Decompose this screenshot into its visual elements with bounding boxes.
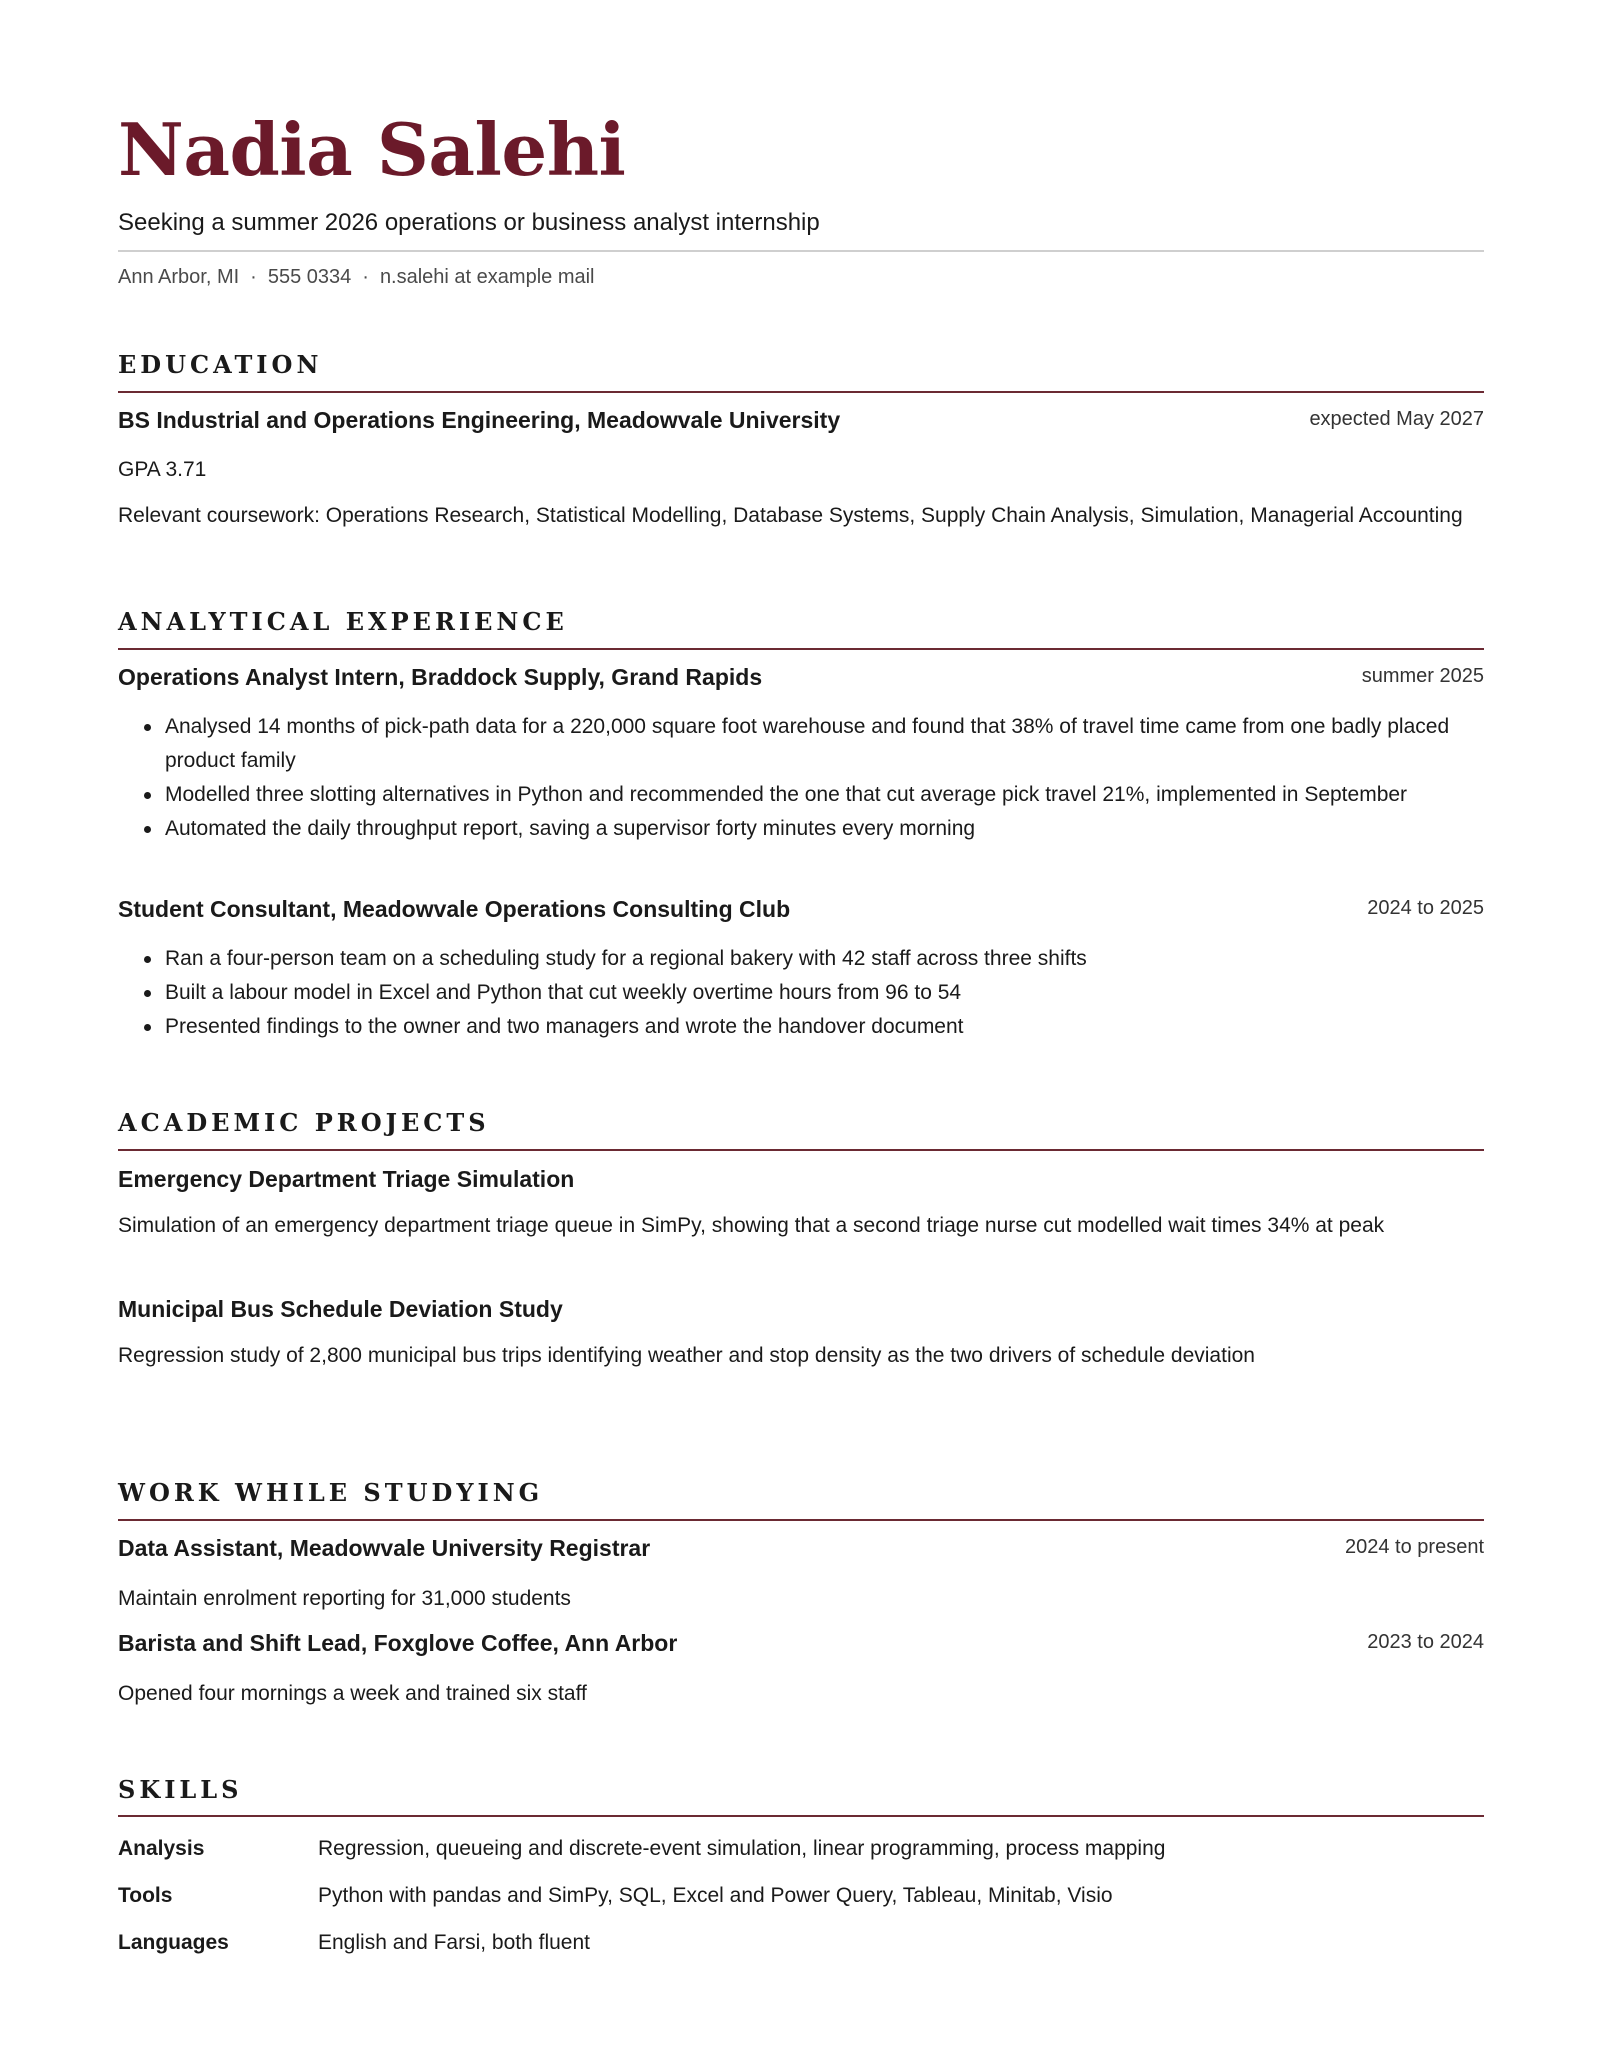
project-title: Emergency Department Triage Simulation (118, 1166, 575, 1192)
header-divider (118, 250, 1484, 252)
degree-date: expected May 2027 (1309, 408, 1484, 430)
contact-email: n.salehi at example mail (379, 266, 595, 288)
job-date: summer 2025 (1361, 665, 1484, 687)
section-heading-work: WORK WHILE STUDYING (118, 1478, 544, 1507)
job-description: Maintain enrolment reporting for 31,000 students (118, 1587, 571, 1610)
skill-row (118, 1928, 1484, 1960)
section-heading-projects: ACADEMIC PROJECTS (118, 1108, 490, 1137)
job-date: 2024 to 2025 (1367, 897, 1484, 919)
section-rule (118, 1519, 1484, 1521)
skill-label: Languages (118, 1931, 229, 1954)
bullet-item: Automated the daily throughput report, saving a supervisor forty minutes every morning (118, 812, 1484, 846)
section-heading-experience: ANALYTICAL EXPERIENCE (118, 607, 568, 636)
bullet-item: Analysed 14 months of pick-path data for a 220,000 square foot warehouse and found that 38% of travel time came from one badly placed product family (118, 710, 1484, 778)
contact-separator: · (250, 266, 257, 288)
skill-label: Analysis (118, 1837, 205, 1860)
bullet-item: Ran a four-person team on a scheduling study for a regional bakery with 42 staff across three shifts (118, 942, 1484, 976)
candidate-name: Nadia Salehi (118, 107, 626, 192)
bullet-item: Built a labour model in Excel and Python that cut weekly overtime hours from 96 to 54 (118, 976, 1484, 1010)
coursework: Relevant coursework: Operations Research, Statistical Modelling, Database Systems, Supply Chain Analysis, Simulation, Managerial Accounting (118, 504, 1463, 527)
project-description: Regression study of 2,800 municipal bus trips identifying weather and stop density as the two drivers of schedule deviation (118, 1344, 1255, 1367)
contact-location: Ann Arbor, MI (118, 266, 240, 288)
job-title: Barista and Shift Lead, Foxglove Coffee, Ann Arbor (118, 1630, 678, 1656)
gpa: GPA 3.71 (118, 458, 207, 481)
job-date: 2024 to present (1345, 1536, 1484, 1558)
skill-row (118, 1834, 1484, 1866)
skill-value: Python with pandas and SimPy, SQL, Excel and Power Query, Tableau, Minitab, Visio (318, 1884, 1113, 1907)
bullet-item: Modelled three slotting alternatives in Python and recommended the one that cut average pick travel 21%, implemented in September (118, 778, 1484, 812)
contact-line (118, 264, 595, 290)
job-title: Operations Analyst Intern, Braddock Supply, Grand Rapids (118, 664, 763, 690)
section-heading-skills: SKILLS (118, 1775, 243, 1804)
contact-phone: 555 0334 (267, 266, 352, 288)
job-title: Student Consultant, Meadowvale Operations Consulting Club (118, 896, 791, 922)
objective-tagline: Seeking a summer 2026 operations or business analyst internship (118, 209, 820, 236)
section-heading-education: EDUCATION (118, 350, 323, 379)
skill-value: Regression, queueing and discrete-event simulation, linear programming, process mapping (318, 1837, 1166, 1860)
job-date: 2023 to 2024 (1367, 1631, 1484, 1653)
contact-separator: · (362, 266, 369, 288)
section-rule (118, 648, 1484, 650)
job-bullets (118, 710, 1484, 846)
project-description: Simulation of an emergency department triage queue in SimPy, showing that a second triage nurse cut modelled wait times 34% at peak (118, 1214, 1385, 1237)
section-rule (118, 1149, 1484, 1151)
section-rule (118, 391, 1484, 393)
job-title: Data Assistant, Meadowvale University Registrar (118, 1535, 651, 1561)
degree-title: BS Industrial and Operations Engineering, Meadowvale University (118, 407, 841, 433)
skill-value: English and Farsi, both fluent (318, 1931, 590, 1954)
skill-label: Tools (118, 1884, 173, 1907)
project-title: Municipal Bus Schedule Deviation Study (118, 1296, 563, 1322)
job-bullets (118, 942, 1484, 1044)
bullet-item: Presented findings to the owner and two managers and wrote the handover document (118, 1010, 1484, 1044)
skill-row (118, 1881, 1484, 1913)
section-rule (118, 1815, 1484, 1817)
job-description: Opened four mornings a week and trained six staff (118, 1682, 587, 1705)
